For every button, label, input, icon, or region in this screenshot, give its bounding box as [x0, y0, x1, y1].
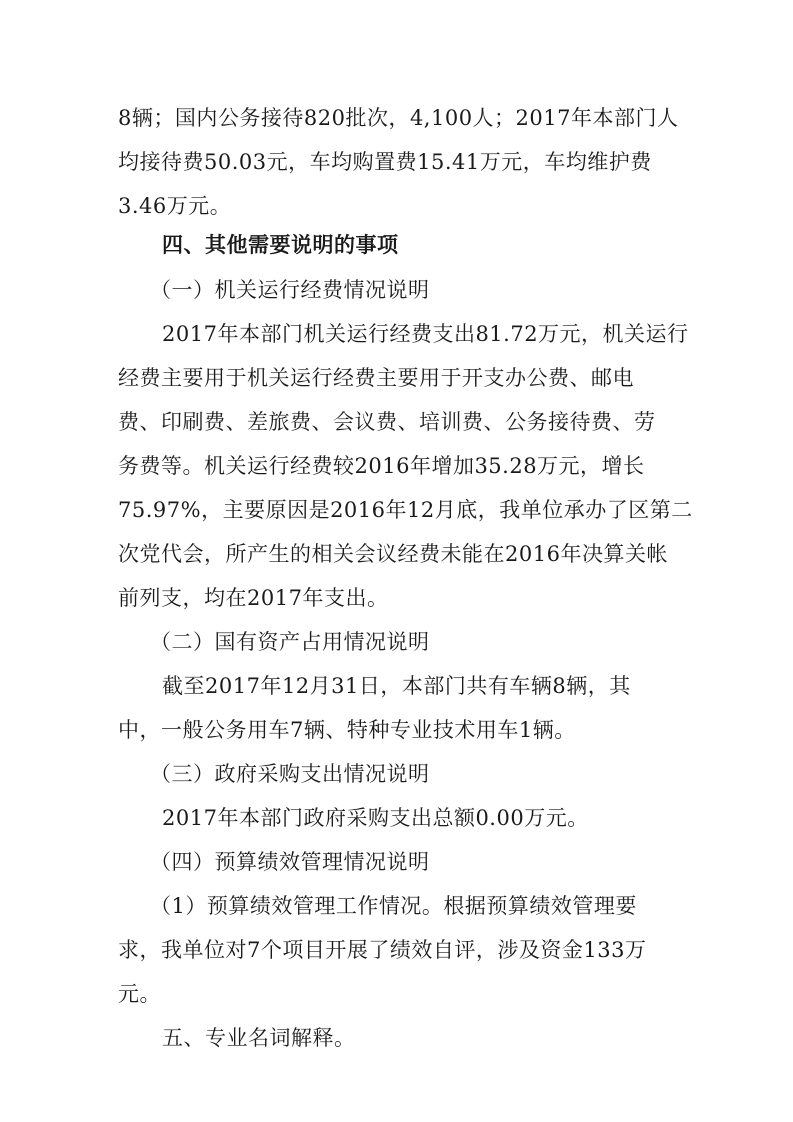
- text-line-1: 8辆；国内公务接待820批次，4,100人；2017年本部门人: [118, 106, 679, 130]
- text-line-9: 务费等。机关运行经费较2016年增加35.28万元，增长: [118, 454, 645, 478]
- text-line-14: 截至2017年12月31日，本部门共有车辆8辆，其: [162, 674, 631, 698]
- subheading-1: （一）机关运行经费情况说明: [150, 278, 430, 302]
- text-line-15: 中，一般公务用车7辆、特种专业技术用车1辆。: [118, 718, 576, 742]
- text-line-20: 求，我单位对7个项目开展了绩效自评，涉及资金133万: [118, 938, 647, 962]
- subheading-3: （三）政府采购支出情况说明: [150, 762, 430, 786]
- text-line-8: 费、印刷费、差旅费、会议费、培训费、公务接待费、劳: [118, 410, 656, 434]
- section-heading-5: 五、专业名词解释。: [162, 1026, 356, 1050]
- text-line-21: 元。: [118, 982, 161, 1006]
- text-line-2: 均接待费50.03元，车均购置费15.41万元，车均维护费: [118, 150, 652, 174]
- text-line-12: 前列支，均在2017年支出。: [118, 586, 389, 610]
- text-line-3: 3.46万元。: [118, 194, 232, 218]
- text-line-6: 2017年本部门机关运行经费支出81.72万元，机关运行: [162, 322, 689, 346]
- text-line-17: 2017年本部门政府采购支出总额0.00万元。: [162, 806, 589, 830]
- subheading-2: （二）国有资产占用情况说明: [150, 630, 430, 654]
- text-line-10: 75.97%，主要原因是2016年12月底，我单位承办了区第二: [118, 498, 693, 522]
- subheading-4: （四）预算绩效管理情况说明: [150, 850, 430, 874]
- text-line-7: 经费主要用于机关运行经费主要用于开支办公费、邮电: [118, 366, 634, 390]
- text-line-11: 次党代会，所产生的相关会议经费未能在2016年决算关帐: [118, 542, 668, 566]
- section-heading-4: 四、其他需要说明的事项: [162, 233, 399, 257]
- text-line-19: （1）预算绩效管理工作情况。根据预算绩效管理要: [150, 894, 637, 918]
